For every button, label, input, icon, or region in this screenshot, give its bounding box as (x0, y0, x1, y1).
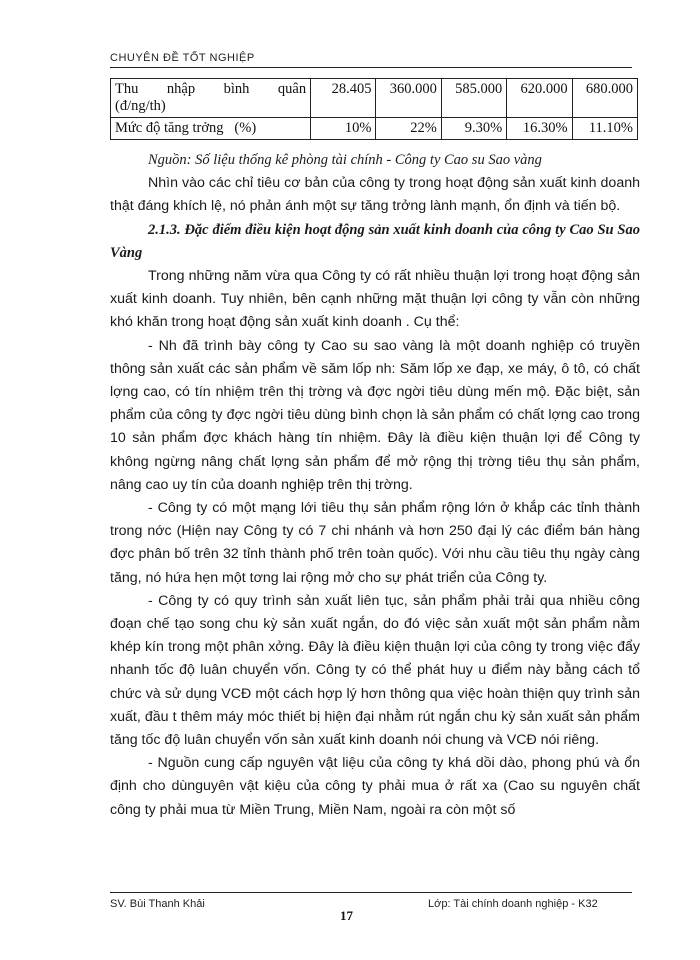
section-heading: 2.1.3. Đặc điểm điều kiện hoạt động sản xuất kinh doanh của công ty Cao Su Sao Vàng (110, 221, 640, 261)
paragraph: Trong những năm vừa qua Công ty có rất nhiều thuận lợi trong hoạt động sản xuất kinh doanh. Tuy nhiên, bên cạnh những mặt thuận lợi công ty vẫn còn những khó khăn trong hoạt động sản xuất kinh doanh . Cụ thể: (110, 268, 640, 331)
paragraph: - Nh đã trình bày công ty Cao su sao vàng là một doanh nghiệp có truyền thông sản xuất các sản phẩm về săm lốp nh: Săm lốp xe đạp, xe máy, ô tô, có chất lợng cao, có tín nhiệm trên thị trờng và đợc ngời tiêu dùng mến mộ. Đặc biệt, sản phẩm của công ty đợc ngời tiêu dùng bình chọn là sản phẩm có chất lợng cao trong 10 sản phẩm đợc khách hàng tín nhiệm. Đây là điều kiện thuận lợi để Công ty không ngừng nâng chất lợng sản phẩm để mở rộng thị trờng tiêu thụ sản phẩm, nâng cao uy tín của doanh nghiệp trên thị trờng. (110, 337, 640, 493)
table-cell: 10% (311, 118, 376, 140)
footer-class: Lớp: Tài chính doanh nghiệp - K32 (428, 898, 598, 910)
table-cell: 22% (376, 118, 441, 140)
body-text (110, 149, 640, 822)
table-cell: 585.000 (441, 79, 506, 118)
paragraph: - Công ty có quy trình sản xuất liên tục, sản phẩm phải trải qua nhiều công đoạn chế tạo song chu kỳ sản xuất ngắn, do đó việc sản xuất một sản phẩm nằm khép kín trong một phân xởng. Đây là điều kiện thuận lợi của công ty trong việc đẩy nhanh tốc độ luân chuyển vốn. Công ty có thể phát huy u điểm này bằng cách tổ chức và sử dụng VCĐ một cách hợp lý hơn thông qua việc hoàn thiện quy trình sản xuất, đầu t thêm máy móc thiết bị hiện đại nhằm rút ngắn chu kỳ sản xuất sản phẩm tăng tốc độ luân chuyển vốn sản xuất kinh doanh nói chung và VCĐ nói riêng. (110, 592, 640, 749)
table-cell: 28.405 (311, 79, 376, 118)
label-word: quân (277, 81, 307, 97)
label-word: bình (223, 81, 250, 97)
footer-rule (110, 892, 632, 893)
paragraph: Nhìn vào các chỉ tiêu cơ bản của công ty trong hoạt động sản xuất kinh doanh thật đáng khích lệ, nó phản ánh một sự tăng trởng lành mạnh, ổn định và tiến bộ. (110, 175, 640, 215)
table-cell: 16.30% (507, 118, 572, 140)
table-cell: 9.30% (441, 118, 506, 140)
row-label-income (111, 79, 311, 118)
table-source: Nguồn: Số liệu thống kê phòng tài chính - Công ty Cao su Sao vàng (148, 152, 542, 168)
header-rule (110, 67, 632, 68)
paragraph: - Nguồn cung cấp nguyên vật liệu của công ty khá dồi dào, phong phú và ổn định cho dùnguyên vật kiệu của công ty phải mua ở rất xa (Cao su nguyên chất công ty phải mua từ Miền Trung, Miền Nam, ngoài ra còn một số (110, 755, 640, 818)
label-unit: (đ/ng/th) (115, 98, 166, 114)
table-row (111, 118, 638, 140)
table-cell: 11.10% (572, 118, 637, 140)
table-cell: 360.000 (376, 79, 441, 118)
label-word: nhập (166, 81, 196, 97)
paragraph: - Công ty có một mạng lới tiêu thụ sản phẩm rộng lớn ở khắp các tỉnh thành trong nớc (Hiện nay Công ty có 7 chi nhánh và hơn 250 đại lý các điểm bán hàng đợc phân bố trên 32 tỉnh thành phố trên toàn quốc). Với nhu cầu tiêu thụ ngày càng tăng, nó hứa hẹn một tơng lai rộng mở cho sự phát triển của Công ty. (110, 500, 640, 586)
table-cell: 680.000 (572, 79, 637, 118)
income-table (110, 78, 638, 140)
table-cell: 620.000 (507, 79, 572, 118)
page-header: CHUYÊN ĐỀ TỐT NGHIỆP (110, 52, 255, 64)
page-number: 17 (340, 908, 353, 923)
label-word: Thu (115, 81, 139, 97)
footer-student: SV. Bùi Thanh Khải (110, 898, 205, 910)
table-row (111, 79, 638, 118)
row-label-growth: Mức độ tăng trởng (%) (111, 118, 311, 140)
